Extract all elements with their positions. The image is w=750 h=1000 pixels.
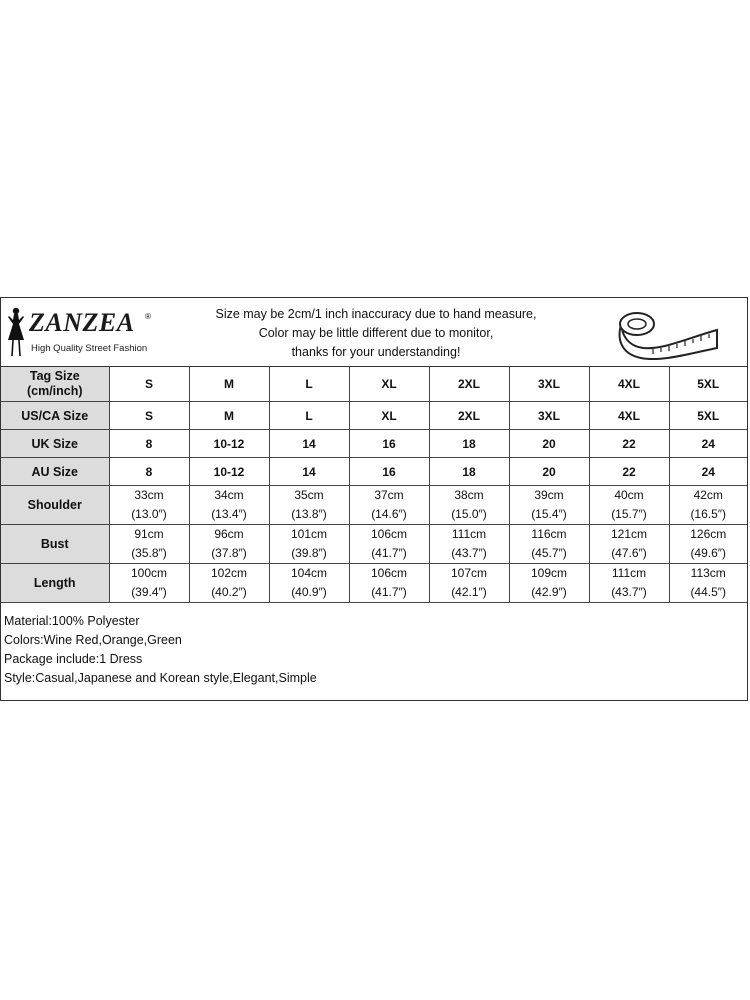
row-label: Shoulder bbox=[1, 486, 109, 525]
table-cell bbox=[269, 564, 349, 603]
table-cell bbox=[429, 486, 509, 525]
table-cell bbox=[509, 486, 589, 525]
row-label: Bust bbox=[1, 525, 109, 564]
notice-text bbox=[181, 305, 571, 362]
inch-value: (13.8″) bbox=[291, 507, 327, 521]
cm-value: 106cm bbox=[370, 566, 408, 580]
row-label: Length bbox=[1, 564, 109, 603]
table-cell: 18 bbox=[429, 430, 509, 458]
table-cell: XL bbox=[349, 402, 429, 430]
inch-value: (47.6″) bbox=[611, 546, 647, 560]
table-cell: S bbox=[109, 367, 189, 402]
notice-line: thanks for your understanding! bbox=[291, 345, 461, 359]
cm-value: 111cm bbox=[451, 527, 487, 541]
table-cell bbox=[189, 486, 269, 525]
table-row bbox=[1, 525, 747, 564]
cm-value: 113cm bbox=[690, 566, 726, 580]
table-cell: 20 bbox=[509, 458, 589, 486]
table-cell bbox=[109, 564, 189, 603]
detail-colors: Colors:Wine Red,Orange,Green bbox=[4, 633, 182, 647]
detail-package: Package include:1 Dress bbox=[4, 652, 143, 666]
tag-size-header: Tag Size (cm/inch) bbox=[1, 367, 109, 402]
notice-line: Size may be 2cm/1 inch inaccuracy due to hand measure, bbox=[215, 307, 537, 321]
table-cell: S bbox=[109, 402, 189, 430]
table-cell: 8 bbox=[109, 430, 189, 458]
row-label: AU Size bbox=[1, 458, 109, 486]
table-cell: XL bbox=[349, 367, 429, 402]
inch-value: (35.8″) bbox=[131, 546, 167, 560]
table-cell: 10-12 bbox=[189, 458, 269, 486]
inch-value: (16.5″) bbox=[690, 507, 727, 521]
size-chart bbox=[0, 297, 748, 701]
table-row bbox=[1, 430, 747, 458]
inch-value: (43.7″) bbox=[611, 585, 647, 599]
table-cell: 5XL bbox=[669, 367, 747, 402]
table-cell: 4XL bbox=[589, 402, 669, 430]
table-cell: L bbox=[269, 367, 349, 402]
inch-value: (13.0″) bbox=[131, 507, 167, 521]
table-cell: M bbox=[189, 402, 269, 430]
detail-material: Material:100% Polyester bbox=[4, 614, 140, 628]
inch-value: (41.7″) bbox=[371, 585, 407, 599]
cm-value: 107cm bbox=[450, 566, 488, 580]
table-cell bbox=[669, 525, 747, 564]
inch-value: (14.6″) bbox=[371, 507, 407, 521]
table-cell: 14 bbox=[269, 458, 349, 486]
table-cell: L bbox=[269, 402, 349, 430]
table-cell bbox=[189, 564, 269, 603]
brand-name: ZANZEA bbox=[29, 308, 135, 337]
inch-value: (15.0″) bbox=[451, 507, 487, 521]
inch-value: (43.7″) bbox=[451, 546, 487, 560]
notice-line: Color may be little different due to monitor, bbox=[258, 326, 494, 340]
table-cell: 4XL bbox=[589, 367, 669, 402]
table-cell: 2XL bbox=[429, 367, 509, 402]
table-cell bbox=[429, 525, 509, 564]
table-cell: 5XL bbox=[669, 402, 747, 430]
table-cell: 8 bbox=[109, 458, 189, 486]
table-cell: 3XL bbox=[509, 367, 589, 402]
inch-value: (13.4″) bbox=[211, 507, 247, 521]
table-cell: 10-12 bbox=[189, 430, 269, 458]
inch-value: (44.5″) bbox=[690, 585, 727, 599]
table-cell: 16 bbox=[349, 430, 429, 458]
registered-mark: ® bbox=[145, 312, 151, 321]
table-cell bbox=[509, 525, 589, 564]
inch-value: (45.7″) bbox=[531, 546, 567, 560]
table-row bbox=[1, 564, 747, 603]
table-cell: 2XL bbox=[429, 402, 509, 430]
table-cell bbox=[109, 486, 189, 525]
table-cell bbox=[589, 525, 669, 564]
table-row bbox=[1, 367, 747, 402]
cm-value: 126cm bbox=[690, 527, 727, 541]
inch-value: (42.9″) bbox=[531, 585, 567, 599]
table-cell bbox=[669, 564, 747, 603]
cm-value: 121cm bbox=[610, 527, 648, 541]
table-cell bbox=[349, 486, 429, 525]
table-cell bbox=[349, 564, 429, 603]
table-cell bbox=[269, 486, 349, 525]
cm-value: 116cm bbox=[531, 527, 567, 541]
cm-value: 40cm bbox=[614, 488, 644, 502]
cm-value: 106cm bbox=[370, 527, 408, 541]
table-cell: 3XL bbox=[509, 402, 589, 430]
table-cell: 14 bbox=[269, 430, 349, 458]
table-cell bbox=[349, 525, 429, 564]
table-cell: M bbox=[189, 367, 269, 402]
inch-value: (39.8″) bbox=[291, 546, 327, 560]
cm-value: 102cm bbox=[210, 566, 248, 580]
table-row bbox=[1, 486, 747, 525]
inch-value: (40.9″) bbox=[291, 585, 327, 599]
cm-value: 111cm bbox=[611, 566, 647, 580]
cm-value: 38cm bbox=[454, 488, 484, 502]
cm-value: 100cm bbox=[130, 566, 168, 580]
cm-value: 34cm bbox=[214, 488, 244, 502]
cm-value: 39cm bbox=[534, 488, 564, 502]
detail-style: Style:Casual,Japanese and Korean style,Elegant,Simple bbox=[4, 671, 317, 685]
row-label: UK Size bbox=[1, 430, 109, 458]
table-cell bbox=[589, 564, 669, 603]
cm-value: 109cm bbox=[530, 566, 568, 580]
chart-header bbox=[1, 298, 747, 367]
table-cell: 24 bbox=[669, 458, 747, 486]
dress-silhouette-icon bbox=[5, 306, 27, 358]
table-cell: 22 bbox=[589, 430, 669, 458]
inch-value: (42.1″) bbox=[451, 585, 487, 599]
table-cell: 16 bbox=[349, 458, 429, 486]
table-cell bbox=[109, 525, 189, 564]
cm-value: 35cm bbox=[294, 488, 324, 502]
product-details bbox=[4, 612, 317, 688]
table-cell bbox=[269, 525, 349, 564]
inch-value: (37.8″) bbox=[211, 546, 247, 560]
table-row bbox=[1, 402, 747, 430]
table-cell: 22 bbox=[589, 458, 669, 486]
brand-tagline: High Quality Street Fashion bbox=[31, 343, 148, 354]
size-table bbox=[1, 367, 747, 603]
cm-value: 33cm bbox=[134, 488, 164, 502]
table-cell: 18 bbox=[429, 458, 509, 486]
table-cell: 20 bbox=[509, 430, 589, 458]
inch-value: (15.7″) bbox=[611, 507, 647, 521]
cm-value: 104cm bbox=[290, 566, 328, 580]
inch-value: (49.6″) bbox=[690, 546, 727, 560]
table-row bbox=[1, 458, 747, 486]
brand-logo bbox=[5, 306, 155, 362]
inch-value: (41.7″) bbox=[371, 546, 407, 560]
cm-value: 96cm bbox=[214, 527, 244, 541]
table-cell bbox=[429, 564, 509, 603]
measuring-tape-icon bbox=[613, 302, 723, 362]
inch-value: (40.2″) bbox=[211, 585, 247, 599]
cm-value: 101cm bbox=[290, 527, 328, 541]
table-cell bbox=[189, 525, 269, 564]
inch-value: (39.4″) bbox=[131, 585, 167, 599]
cm-value: 42cm bbox=[693, 488, 723, 502]
cm-value: 37cm bbox=[374, 488, 404, 502]
cm-value: 91cm bbox=[134, 527, 164, 541]
table-cell bbox=[509, 564, 589, 603]
table-cell bbox=[669, 486, 747, 525]
row-label: US/CA Size bbox=[1, 402, 109, 430]
table-cell: 24 bbox=[669, 430, 747, 458]
inch-value: (15.4″) bbox=[531, 507, 567, 521]
table-cell bbox=[589, 486, 669, 525]
